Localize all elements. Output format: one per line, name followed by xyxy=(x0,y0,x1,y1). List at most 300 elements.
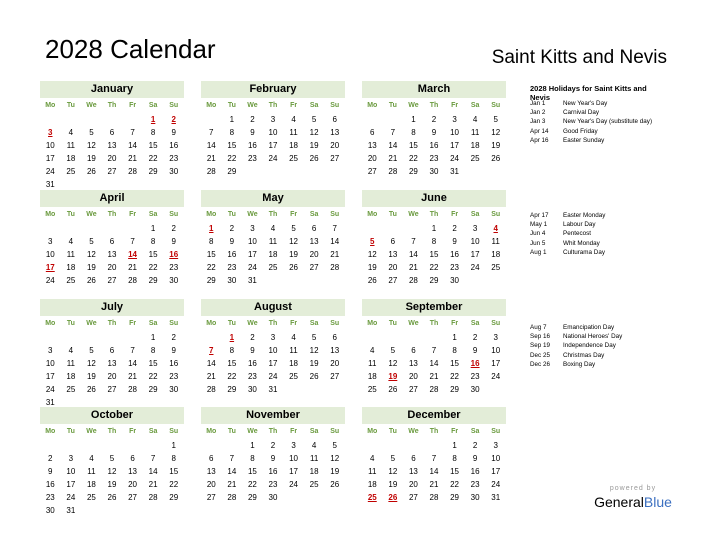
weekday-label: Fr xyxy=(290,102,298,109)
day-cell: 20 xyxy=(388,263,398,272)
holiday-row xyxy=(530,127,700,136)
day-cell: 26 xyxy=(86,385,96,394)
day-cell: 18 xyxy=(470,141,480,150)
day-cell: 4 xyxy=(370,346,375,355)
day-cell: 29 xyxy=(247,493,257,502)
holiday-list xyxy=(530,323,700,369)
empty-cell xyxy=(362,331,383,344)
day-cell: 22 xyxy=(227,154,237,163)
weekday-label: Tu xyxy=(66,320,75,327)
day-cell: 27 xyxy=(206,493,216,502)
day-cell: 28 xyxy=(128,385,138,394)
day-cell: 15 xyxy=(450,359,460,368)
day-cell: 17 xyxy=(491,467,501,476)
empty-cell xyxy=(122,222,143,235)
weekday-label: Th xyxy=(429,428,439,435)
month-name: October xyxy=(40,407,184,424)
day-cell: 30 xyxy=(429,167,439,176)
day-cell: 18 xyxy=(367,372,377,381)
weekday-label: Sa xyxy=(470,102,480,109)
holiday-row xyxy=(530,220,700,229)
day-cell: 11 xyxy=(268,237,278,246)
day-cell: 9 xyxy=(171,237,176,246)
holiday-date: Sep 19 xyxy=(530,342,550,350)
weekday-label: Sa xyxy=(309,320,319,327)
days-grid xyxy=(201,331,345,396)
day-cell: 19 xyxy=(388,480,398,489)
day-cell: 11 xyxy=(309,454,319,463)
day-cell: 1 xyxy=(229,115,235,124)
empty-cell xyxy=(201,113,222,126)
day-cell: 8 xyxy=(150,128,156,137)
day-cell: 17 xyxy=(45,372,55,381)
weekday-label: Fr xyxy=(451,102,459,109)
month-8 xyxy=(362,299,506,396)
day-cell: 14 xyxy=(227,467,237,476)
holiday-date: Aug 7 xyxy=(530,324,547,331)
day-cell: 14 xyxy=(330,237,340,246)
weekday-label: Tu xyxy=(66,102,75,109)
weekday-label: Th xyxy=(429,211,439,218)
day-cell: 2 xyxy=(171,333,176,342)
day-cell: 21 xyxy=(429,480,439,489)
day-cell: 11 xyxy=(289,128,298,137)
empty-cell xyxy=(383,439,404,452)
month-0 xyxy=(40,81,184,191)
day-cell: 30 xyxy=(247,385,257,394)
day-cell: 23 xyxy=(450,263,460,272)
holiday-date: Jun 5 xyxy=(530,239,546,247)
day-cell: 29 xyxy=(429,276,439,285)
month-name: July xyxy=(40,299,184,316)
day-cell: 27 xyxy=(408,493,418,502)
day-cell: 7 xyxy=(229,454,235,463)
day-cell: 4 xyxy=(68,128,74,137)
day-cell: 2 xyxy=(270,441,276,450)
day-cell: 25 xyxy=(491,263,501,272)
day-cell: 5 xyxy=(390,346,396,355)
day-cell: 21 xyxy=(206,154,216,163)
day-cell: 1 xyxy=(150,224,156,233)
day-cell: 11 xyxy=(66,359,75,368)
days-grid xyxy=(362,331,506,396)
day-cell: 3 xyxy=(250,224,255,233)
weekday-label: Su xyxy=(169,428,179,435)
weekday-label: Th xyxy=(107,320,117,327)
powered-by-text: powered by xyxy=(609,485,657,492)
day-cell: 11 xyxy=(87,467,96,476)
day-cell: 30 xyxy=(169,276,179,285)
day-cell: 28 xyxy=(227,493,237,502)
weekday-label: Tu xyxy=(388,102,397,109)
weekday-label: Mo xyxy=(367,320,378,327)
day-cell: 19 xyxy=(86,263,96,272)
holiday-day: 1 xyxy=(209,224,214,233)
day-cell: 9 xyxy=(171,128,176,137)
day-cell: 27 xyxy=(309,263,319,272)
day-cell: 29 xyxy=(169,493,179,502)
weekday-label: Mo xyxy=(367,211,378,218)
day-cell: 25 xyxy=(289,154,299,163)
month-7 xyxy=(201,299,345,396)
day-cell: 27 xyxy=(408,385,418,394)
holiday-name: Labour Day xyxy=(563,221,596,229)
day-cell: 10 xyxy=(491,346,501,355)
day-cell: 19 xyxy=(309,359,319,368)
weekday-label: Su xyxy=(491,428,501,435)
day-cell: 25 xyxy=(289,372,299,381)
day-cell: 8 xyxy=(229,346,235,355)
weekday-label: We xyxy=(247,211,258,218)
day-cell: 13 xyxy=(128,467,138,476)
day-cell: 24 xyxy=(268,154,278,163)
weekday-label: We xyxy=(86,428,97,435)
weekday-label: Su xyxy=(491,102,501,109)
day-cell: 17 xyxy=(491,359,501,368)
day-cell: 11 xyxy=(491,237,500,246)
holiday-date: Jan 1 xyxy=(530,100,546,107)
day-cell: 12 xyxy=(86,250,96,259)
day-cell: 6 xyxy=(411,454,416,463)
day-cell: 5 xyxy=(89,346,94,355)
weekday-label: Tu xyxy=(227,211,236,218)
day-cell: 9 xyxy=(270,454,276,463)
day-cell: 16 xyxy=(268,467,278,476)
holiday-date: Apr 16 xyxy=(530,136,549,144)
day-cell: 8 xyxy=(171,454,176,463)
day-cell: 14 xyxy=(408,250,418,259)
day-cell: 22 xyxy=(247,480,257,489)
empty-cell xyxy=(201,331,222,344)
day-cell: 15 xyxy=(429,250,439,259)
weekday-label: Su xyxy=(169,211,179,218)
day-cell: 15 xyxy=(227,141,237,150)
holiday-name: Independence Day xyxy=(563,342,616,350)
empty-cell xyxy=(61,113,82,126)
weekday-label: Tu xyxy=(388,428,397,435)
day-cell: 10 xyxy=(45,359,55,368)
days-grid xyxy=(362,113,506,178)
day-cell: 1 xyxy=(411,115,416,124)
day-cell: 18 xyxy=(66,372,76,381)
holiday-name: Easter Monday xyxy=(563,212,606,219)
day-cell: 16 xyxy=(450,250,460,259)
holiday-name: Whit Monday xyxy=(563,239,600,247)
day-cell: 29 xyxy=(450,385,460,394)
day-cell: 14 xyxy=(206,141,216,150)
day-cell: 23 xyxy=(470,480,480,489)
day-cell: 23 xyxy=(470,372,480,381)
weekday-label: Th xyxy=(429,102,439,109)
day-cell: 7 xyxy=(150,454,156,463)
days-grid xyxy=(362,439,506,504)
day-cell: 11 xyxy=(289,346,298,355)
day-cell: 9 xyxy=(250,128,255,137)
day-cell: 23 xyxy=(247,372,257,381)
day-cell: 25 xyxy=(309,480,319,489)
weekday-label: Sa xyxy=(470,320,480,327)
holiday-row xyxy=(530,239,700,248)
weekday-label: Mo xyxy=(206,428,217,435)
empty-cell xyxy=(40,222,61,235)
weekday-label: Tu xyxy=(66,428,75,435)
day-cell: 8 xyxy=(431,237,437,246)
day-cell: 4 xyxy=(370,454,375,463)
day-cell: 16 xyxy=(247,359,257,368)
day-cell: 7 xyxy=(411,237,416,246)
day-cell: 17 xyxy=(268,141,278,150)
empty-cell xyxy=(362,113,383,126)
days-grid xyxy=(40,331,184,409)
month-3 xyxy=(40,190,184,287)
weekday-header xyxy=(362,424,506,439)
holiday-date: Apr 17 xyxy=(530,212,549,219)
day-cell: 4 xyxy=(89,454,94,463)
day-cell: 28 xyxy=(429,385,439,394)
day-cell: 9 xyxy=(250,346,255,355)
weekday-label: Tu xyxy=(227,320,236,327)
empty-cell xyxy=(143,439,164,452)
weekday-label: We xyxy=(86,211,97,218)
month-1 xyxy=(201,81,345,178)
day-cell: 1 xyxy=(452,333,457,342)
day-cell: 2 xyxy=(171,224,176,233)
empty-cell xyxy=(61,222,82,235)
day-cell: 13 xyxy=(367,141,377,150)
day-cell: 6 xyxy=(370,128,375,137)
empty-cell xyxy=(40,439,61,452)
day-cell: 29 xyxy=(148,167,158,176)
day-cell: 26 xyxy=(309,372,319,381)
day-cell: 23 xyxy=(169,263,179,272)
day-cell: 10 xyxy=(45,141,55,150)
weekday-label: Th xyxy=(268,102,278,109)
day-cell: 13 xyxy=(107,250,117,259)
day-cell: 26 xyxy=(107,493,117,502)
day-cell: 11 xyxy=(66,141,75,150)
day-cell: 26 xyxy=(367,276,377,285)
empty-cell xyxy=(403,439,424,452)
day-cell: 9 xyxy=(431,128,437,137)
weekday-label: Mo xyxy=(206,102,217,109)
day-cell: 21 xyxy=(206,372,216,381)
day-cell: 8 xyxy=(209,237,214,246)
day-cell: 3 xyxy=(270,333,276,342)
weekday-label: Su xyxy=(491,211,501,218)
day-cell: 25 xyxy=(470,154,480,163)
day-cell: 10 xyxy=(45,250,55,259)
day-cell: 14 xyxy=(388,141,398,150)
day-cell: 24 xyxy=(45,385,55,394)
day-cell: 1 xyxy=(171,441,176,450)
day-cell: 10 xyxy=(66,467,76,476)
holiday-day: 25 xyxy=(367,493,377,502)
day-cell: 28 xyxy=(388,167,398,176)
holiday-row xyxy=(530,229,700,238)
empty-cell xyxy=(403,331,424,344)
day-cell: 22 xyxy=(148,372,158,381)
weekday-label: We xyxy=(247,320,258,327)
weekday-label: We xyxy=(247,102,258,109)
month-name: August xyxy=(201,299,345,316)
weekday-label: Th xyxy=(268,320,278,327)
month-name: June xyxy=(362,190,506,207)
month-name: November xyxy=(201,407,345,424)
day-cell: 6 xyxy=(209,454,214,463)
month-5 xyxy=(362,190,506,287)
day-cell: 22 xyxy=(429,263,439,272)
day-cell: 12 xyxy=(309,346,319,355)
day-cell: 23 xyxy=(227,263,237,272)
day-cell: 16 xyxy=(227,250,237,259)
weekday-label: Tu xyxy=(388,320,397,327)
day-cell: 8 xyxy=(229,128,235,137)
day-cell: 6 xyxy=(411,346,416,355)
day-cell: 6 xyxy=(332,115,337,124)
month-name: December xyxy=(362,407,506,424)
day-cell: 5 xyxy=(89,128,94,137)
day-cell: 2 xyxy=(48,454,53,463)
day-cell: 23 xyxy=(45,493,55,502)
day-cell: 7 xyxy=(130,237,135,246)
weekday-label: Tu xyxy=(227,102,236,109)
generalblue-logo xyxy=(588,493,678,511)
day-cell: 26 xyxy=(309,154,319,163)
weekday-label: Th xyxy=(268,211,278,218)
weekday-header xyxy=(201,316,345,331)
weekday-label: Mo xyxy=(206,211,217,218)
day-cell: 8 xyxy=(150,237,156,246)
weekday-label: Su xyxy=(491,320,501,327)
day-cell: 2 xyxy=(229,224,235,233)
day-cell: 12 xyxy=(388,359,398,368)
day-cell: 24 xyxy=(470,263,480,272)
day-cell: 4 xyxy=(311,441,317,450)
empty-cell xyxy=(362,222,383,235)
day-cell: 24 xyxy=(66,493,76,502)
day-cell: 18 xyxy=(367,480,377,489)
day-cell: 30 xyxy=(470,493,480,502)
day-cell: 21 xyxy=(388,154,398,163)
day-cell: 3 xyxy=(493,441,498,450)
day-cell: 15 xyxy=(408,141,418,150)
weekday-label: Fr xyxy=(451,428,459,435)
day-cell: 1 xyxy=(150,333,156,342)
weekday-header xyxy=(40,207,184,222)
day-cell: 17 xyxy=(289,467,299,476)
day-cell: 10 xyxy=(268,346,278,355)
empty-cell xyxy=(102,331,123,344)
day-cell: 21 xyxy=(128,372,138,381)
holiday-name: New Year's Day xyxy=(563,100,608,107)
day-cell: 10 xyxy=(470,237,480,246)
weekday-header xyxy=(362,316,506,331)
holiday-date: Jan 3 xyxy=(530,118,546,126)
day-cell: 26 xyxy=(388,385,398,394)
day-cell: 2 xyxy=(472,441,478,450)
holiday-date: May 1 xyxy=(530,221,548,229)
holiday-name: Emancipation Day xyxy=(563,324,615,331)
day-cell: 9 xyxy=(472,454,478,463)
day-cell: 20 xyxy=(367,154,377,163)
day-cell: 12 xyxy=(86,141,96,150)
day-cell: 20 xyxy=(309,250,319,259)
weekday-header xyxy=(201,207,345,222)
holiday-day: 16 xyxy=(169,250,179,259)
day-cell: 3 xyxy=(472,224,478,233)
holiday-day: 26 xyxy=(388,493,398,502)
day-cell: 16 xyxy=(45,480,55,489)
day-cell: 22 xyxy=(148,263,158,272)
day-cell: 19 xyxy=(309,141,319,150)
brand-logo xyxy=(588,484,678,511)
day-cell: 29 xyxy=(227,385,237,394)
empty-cell xyxy=(383,331,404,344)
day-cell: 12 xyxy=(289,237,299,246)
day-cell: 5 xyxy=(332,441,337,450)
day-cell: 24 xyxy=(45,167,55,176)
day-cell: 20 xyxy=(408,372,418,381)
day-cell: 31 xyxy=(45,398,55,407)
day-cell: 1 xyxy=(250,441,255,450)
day-cell: 19 xyxy=(289,250,299,259)
day-cell: 18 xyxy=(268,250,278,259)
holiday-row xyxy=(530,360,700,369)
day-cell: 5 xyxy=(311,333,317,342)
day-cell: 22 xyxy=(206,263,216,272)
day-cell: 10 xyxy=(289,454,299,463)
day-cell: 13 xyxy=(330,346,340,355)
day-cell: 14 xyxy=(148,467,158,476)
day-cell: 7 xyxy=(431,454,437,463)
weekday-label: Sa xyxy=(148,102,158,109)
weekday-label: We xyxy=(86,320,97,327)
holiday-name: Christmas Day xyxy=(563,351,605,359)
day-cell: 28 xyxy=(408,276,418,285)
empty-cell xyxy=(81,222,102,235)
day-cell: 2 xyxy=(431,115,437,124)
day-cell: 2 xyxy=(250,115,255,124)
day-cell: 9 xyxy=(48,467,53,476)
day-cell: 16 xyxy=(169,359,179,368)
holiday-name: National Heroes' Day xyxy=(563,333,623,341)
day-cell: 30 xyxy=(470,385,480,394)
weekday-label: Th xyxy=(107,102,117,109)
weekday-label: Su xyxy=(330,428,340,435)
empty-cell xyxy=(383,222,404,235)
day-cell: 29 xyxy=(206,276,216,285)
day-cell: 17 xyxy=(470,250,480,259)
day-cell: 13 xyxy=(206,467,216,476)
day-cell: 21 xyxy=(330,250,340,259)
day-cell: 23 xyxy=(169,154,179,163)
empty-cell xyxy=(222,439,243,452)
day-cell: 20 xyxy=(206,480,216,489)
day-cell: 12 xyxy=(388,467,398,476)
day-cell: 21 xyxy=(429,372,439,381)
holiday-day: 5 xyxy=(370,237,375,246)
month-2 xyxy=(362,81,506,178)
day-cell: 22 xyxy=(450,372,460,381)
holiday-row xyxy=(530,248,700,257)
weekday-label: Mo xyxy=(367,102,378,109)
day-cell: 19 xyxy=(367,263,377,272)
holiday-name: Good Friday xyxy=(563,127,598,135)
day-cell: 11 xyxy=(470,128,480,137)
day-cell: 1 xyxy=(431,224,437,233)
day-cell: 21 xyxy=(128,154,138,163)
day-cell: 11 xyxy=(368,359,377,368)
